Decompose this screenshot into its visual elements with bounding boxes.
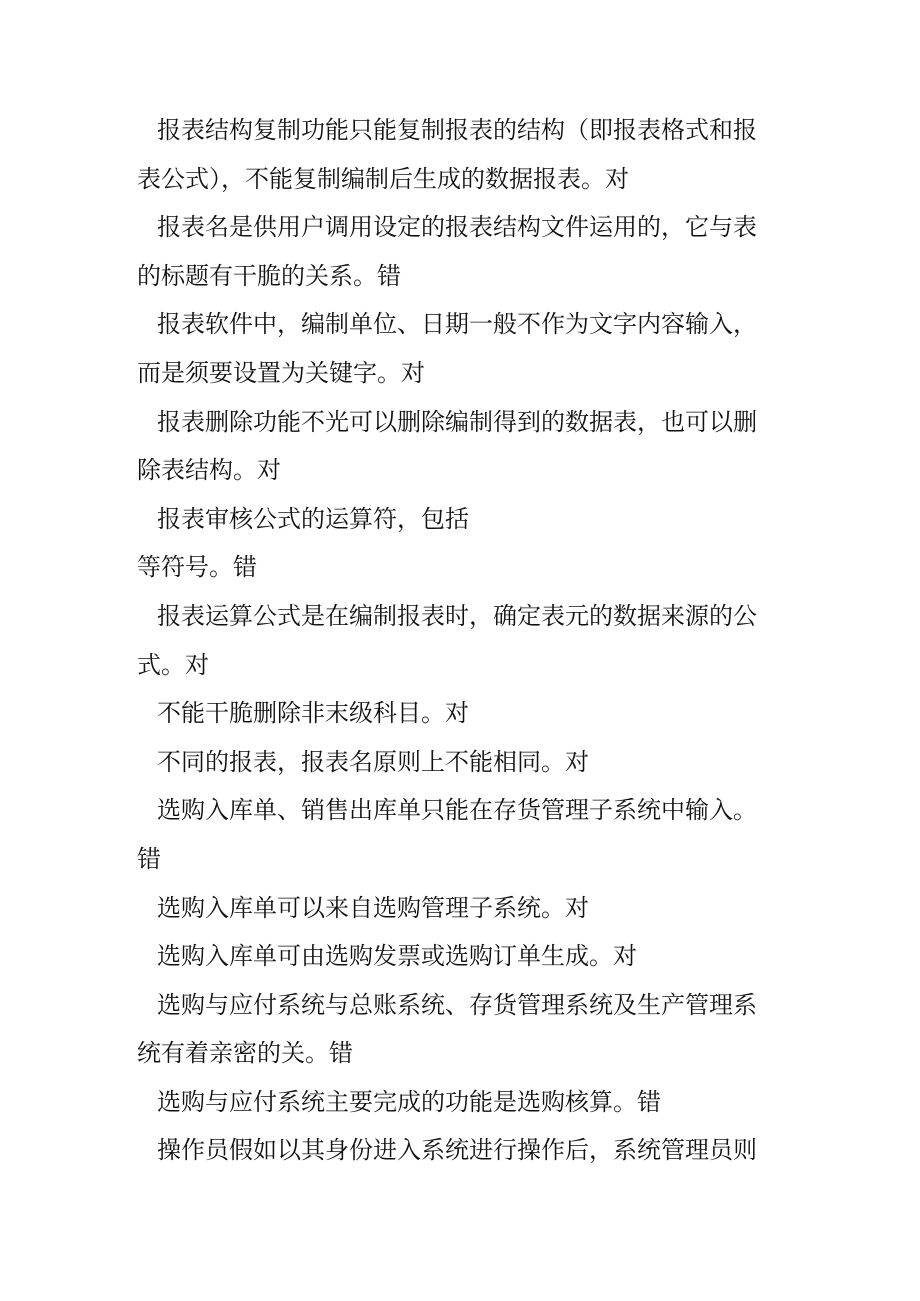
paragraph-10: 选购入库单、销售出库单只能在存货管理子系统中输入。错 (137, 796, 757, 873)
paragraph-8: 不能干脆删除非末级科目。对 (157, 699, 469, 728)
paragraph-6: 等符号。错 (137, 553, 257, 582)
paragraph-1: 报表结构复制功能只能复制报表的结构（即报表格式和报表公式），不能复制编制后生成的数据报表。对 (137, 116, 757, 193)
paragraph-13: 选购与应付系统与总账系统、存货管理系统及生产管理系统有着亲密的关。错 (137, 990, 757, 1068)
paragraph-3: 报表软件中，编制单位、日期一般不作为文字内容输入，而是须要设置为关键字。对 (137, 310, 757, 387)
paragraph-9: 不同的报表，报表名原则上不能相同。对 (157, 747, 589, 776)
paragraph-12: 选购入库单可由选购发票或选购订单生成。对 (157, 942, 637, 971)
paragraph-14: 选购与应付系统主要完成的功能是选购核算。错 (157, 1087, 661, 1116)
paragraph-4: 报表删除功能不光可以删除编制得到的数据表，也可以删除表结构。对 (137, 407, 757, 485)
paragraph-15: 操作员假如以其身份进入系统进行操作后，系统管理员则 (157, 1136, 757, 1165)
paragraph-2: 报表名是供用户调用设定的报表结构文件运用的，它与表的标题有干脆的关系。错 (137, 213, 757, 290)
paragraph-11: 选购入库单可以来自选购管理子系统。对 (157, 893, 589, 922)
document-body (137, 106, 777, 1175)
paragraph-5: 报表审核公式的运算符，包括 (157, 504, 469, 533)
paragraph-7: 报表运算公式是在编制报表时，确定表元的数据来源的公式。对 (137, 601, 757, 679)
